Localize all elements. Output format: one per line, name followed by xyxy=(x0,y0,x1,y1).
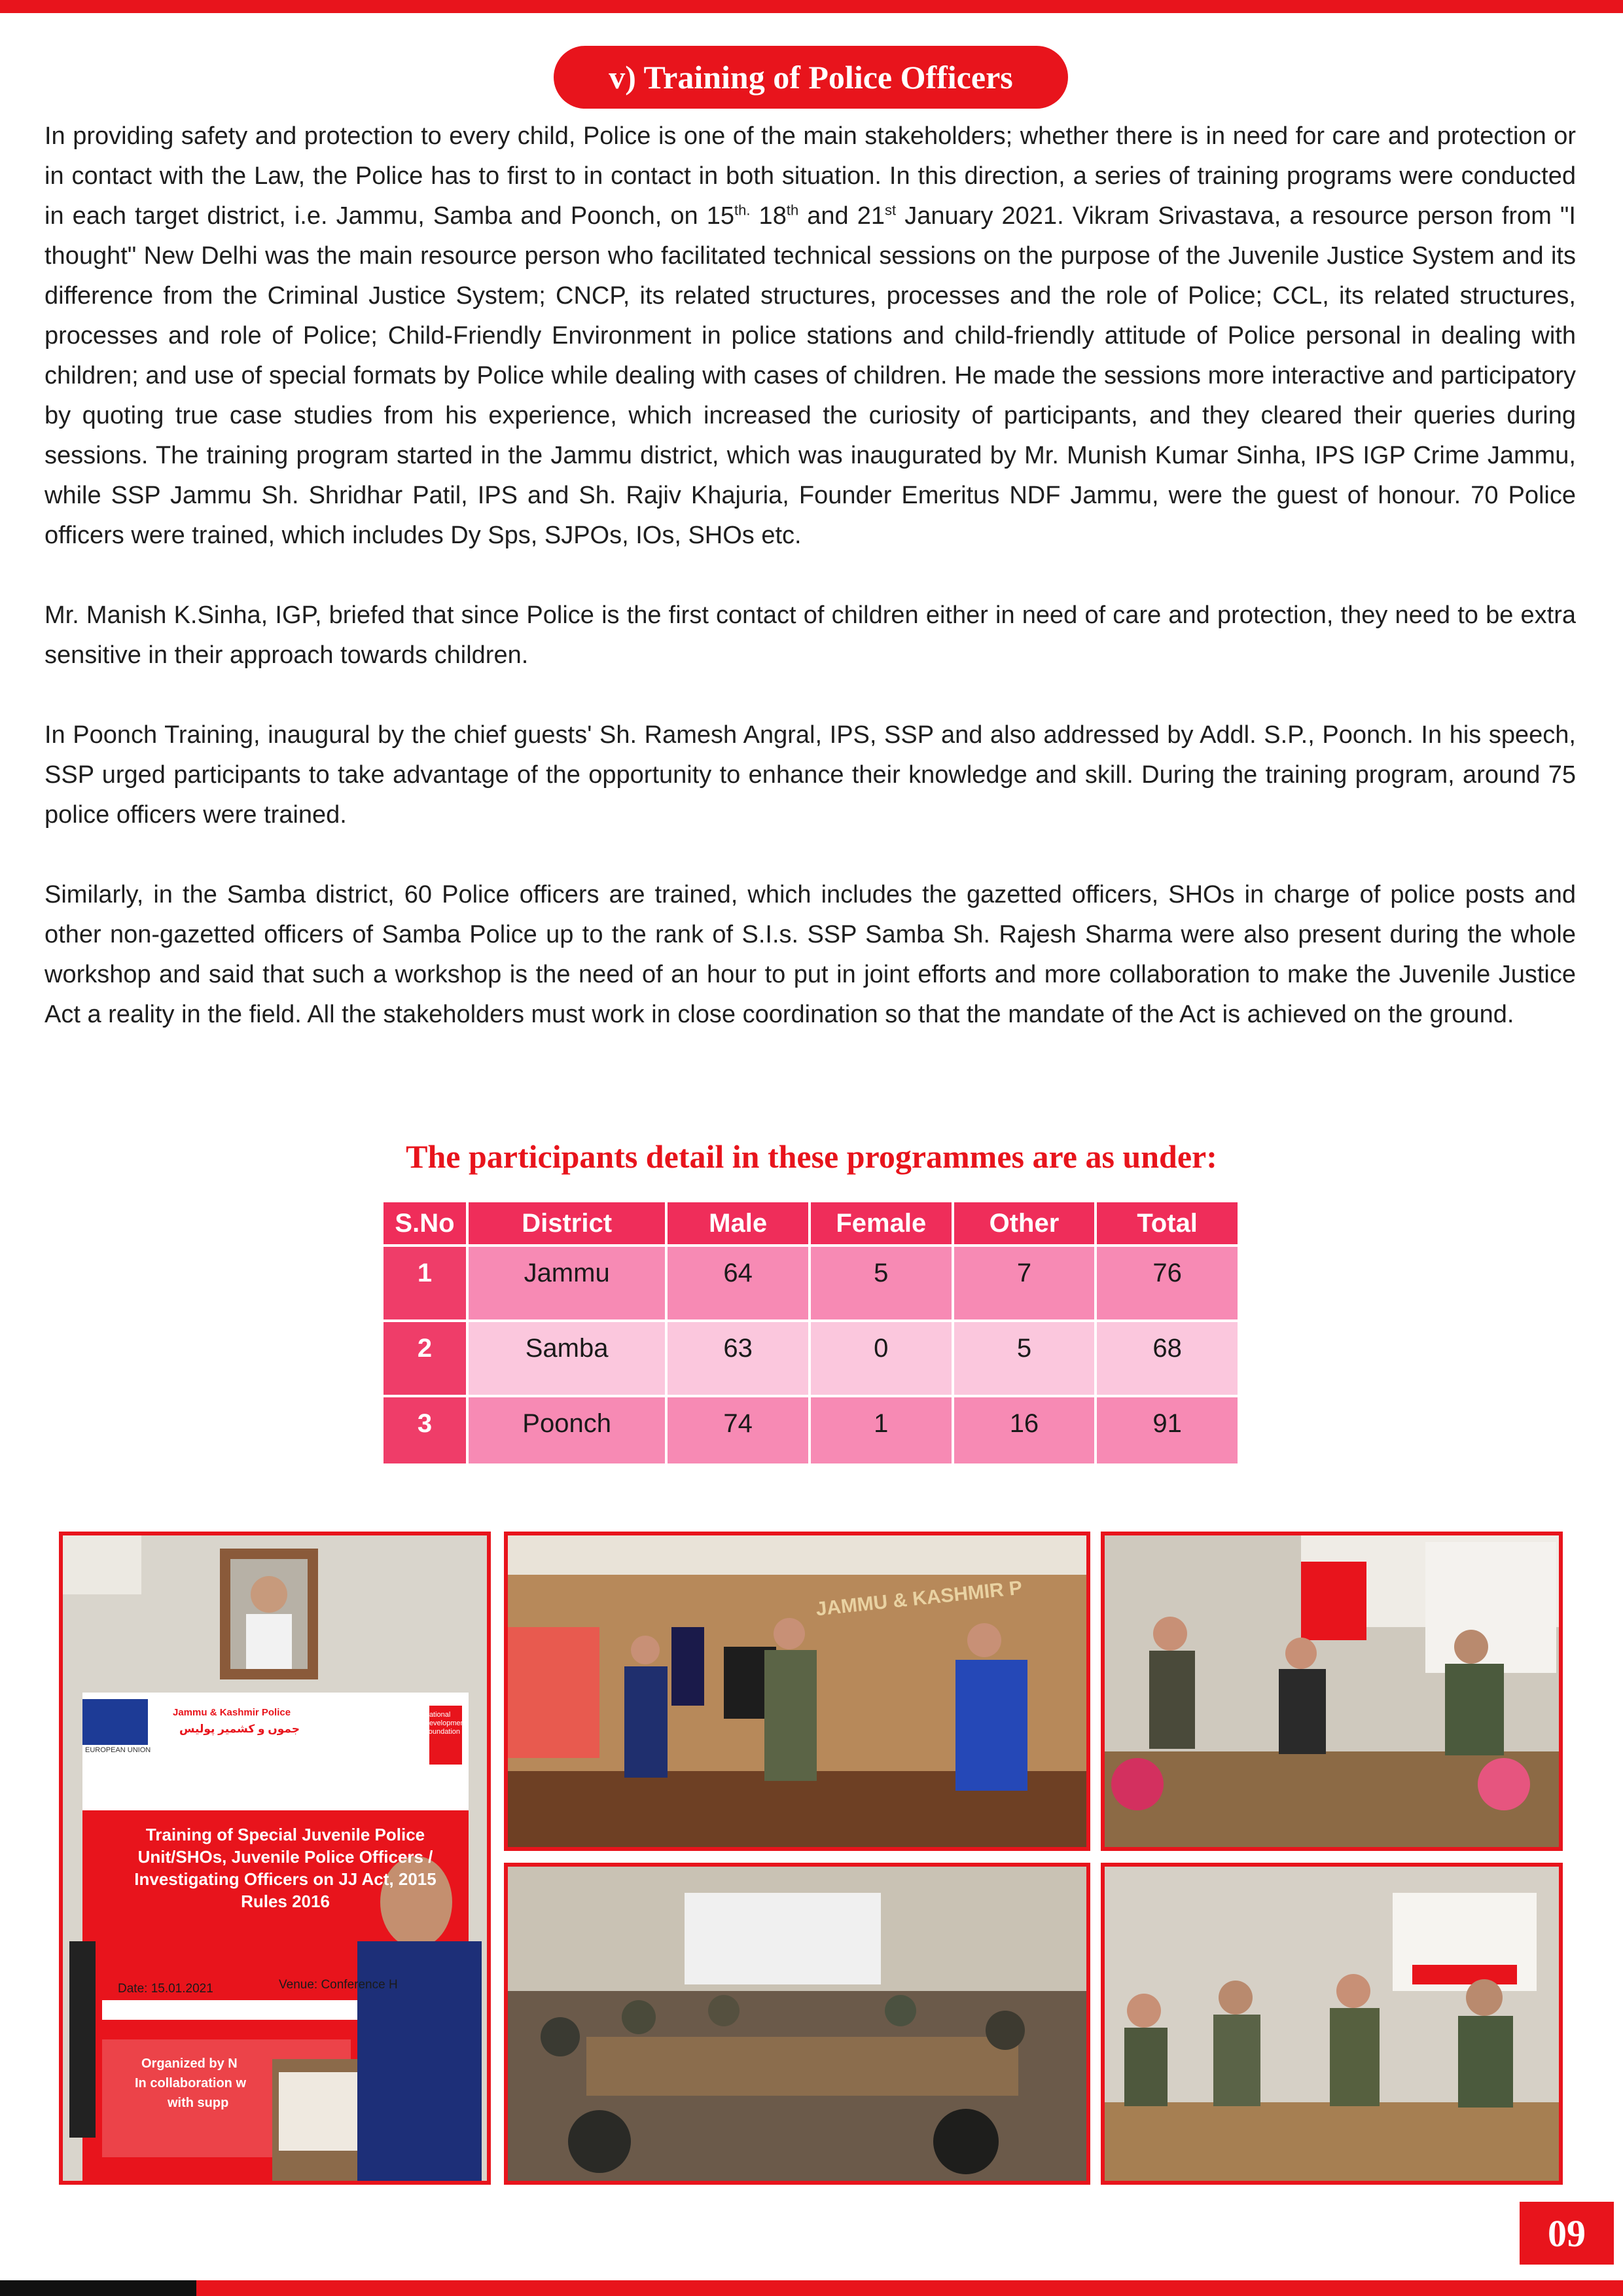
cell-total: 91 xyxy=(1097,1397,1238,1463)
paragraph-1 xyxy=(45,117,1576,556)
cell-district: Samba xyxy=(469,1322,665,1395)
cell-other: 5 xyxy=(954,1322,1095,1395)
paragraph-1-part-d: January 2021. Vikram Srivastava, a resource person from "I thought" New Delhi was the main resource person who facilitated technical sessions on the purpose of the Juvenile Justice System and its difference from the Criminal Justice System; CNCP, its related structures, processes and the role of Police; CCL, its related structures, processes and role of Police; Child-Friendly Environment in police stations and child-friendly attitude of Police personal in dealing with children; and use of special formats by Police while dealing with cases of children. He made the sessions more interactive and participatory by quoting true case studies from his experience, which increased the curiosity of participants, and they cleared their queries during sessions. The training program started in the Jammu district, which was inaugurated by Mr. Munish Kumar Sinha, IPS IGP Crime Jammu, while SSP Jammu Sh. Shridhar Patil, IPS and Sh. Rajiv Khajuria, Founder Emeritus NDF Jammu, were the guest of honour. 70 Police officers were trained, which includes Dy Sps, SJPOs, IOs, SHOs etc. xyxy=(45,202,1576,549)
photo-dais-officials xyxy=(1101,1532,1563,1851)
paragraph-3: In Poonch Training, inaugural by the chief guests' Sh. Ramesh Angral, IPS, SSP and also addressed by Addl. S.P., Poonch. In his speech, SSP urged participants to take advantage of the opportunity to enhance their knowledge and skill. During the training program, around 75 police officers were trained. xyxy=(45,721,1576,829)
paragraph-4: Similarly, in the Samba district, 60 Police officers are trained, which includes the gazetted officers, SHOs in charge of police posts and other non-gazetted officers of Samba Police up to the rank of S.I.s. SSP Samba Sh. Rajesh Sharma were also present during the whole workshop and said that such a workshop is the need of an hour to put in joint efforts and more collaboration to make the Juvenile Justice Act a reality in the field. All the stakeholders must work in close coordination so that the mandate of the Act is achieved on the ground. xyxy=(45,881,1576,1028)
table-row xyxy=(383,1322,1238,1395)
top-red-bar xyxy=(0,0,1623,13)
paragraph-1-part-a: In providing safety and protection to every child, Police is one of the main stakeholders; whether there is in need for care and protection or in contact with the Law, the Police has to first to in contact in both situation. In this direction, a series of training programs were conducted in each target district, i.e. Jammu, Samba and Poonch, on 15 xyxy=(45,122,1576,230)
superscript-th-2: th xyxy=(786,202,799,219)
dais-scene xyxy=(1105,1535,1559,1847)
wall-sign-text: JAMMU & KASHMIR P xyxy=(815,1577,1024,1621)
cell-female: 5 xyxy=(811,1247,952,1319)
banner-foundation: National Development Foundation xyxy=(424,1711,467,1736)
cell-district: Jammu xyxy=(469,1247,665,1319)
bottom-red-bar xyxy=(196,2280,1623,2296)
cell-male: 74 xyxy=(668,1397,808,1463)
paragraph-2: Mr. Manish K.Sinha, IGP, briefed that since Police is the first contact of children either in need of care and protection, they need to be extra sensitive in their approach towards children. xyxy=(45,601,1576,669)
paragraph-1-part-b: 18 xyxy=(750,202,787,230)
photo-oath-ceremony xyxy=(504,1532,1090,1851)
paragraph-1-part-c: and 21 xyxy=(798,202,885,230)
banner-venue: Venue: Conference H xyxy=(279,1978,398,1992)
bottom-black-bar xyxy=(0,2280,196,2296)
photo-speaker-banner xyxy=(59,1532,491,2185)
participants-table xyxy=(381,1200,1240,1466)
banner-date: Date: 15.01.2021 xyxy=(118,1982,213,1996)
header-district: District xyxy=(469,1202,665,1244)
cell-sno: 3 xyxy=(383,1397,466,1463)
header-male: Male xyxy=(668,1202,808,1244)
banner-eu-label: EUROPEAN UNION xyxy=(85,1746,151,1754)
photo-participants-hall xyxy=(504,1863,1090,2185)
banner-collaboration: In collaboration w xyxy=(135,2076,247,2090)
superscript-th-1: th. xyxy=(734,202,751,219)
cell-sno: 1 xyxy=(383,1247,466,1319)
banner-support: with supp xyxy=(168,2096,229,2110)
table-title: The participants detail in these programmes are as under: xyxy=(406,1138,1217,1175)
banner-org-urdu: جموں و کشمیر پولیس xyxy=(179,1723,300,1735)
cell-female: 1 xyxy=(811,1397,952,1463)
header-other: Other xyxy=(954,1202,1095,1244)
hall-scene xyxy=(508,1867,1086,2181)
cell-total: 76 xyxy=(1097,1247,1238,1319)
body-text xyxy=(45,117,1576,1035)
cell-male: 64 xyxy=(668,1247,808,1319)
cell-female: 0 xyxy=(811,1322,952,1395)
cell-district: Poonch xyxy=(469,1397,665,1463)
cell-male: 63 xyxy=(668,1322,808,1395)
header-total: Total xyxy=(1097,1202,1238,1244)
section-title: v) Training of Police Officers xyxy=(554,46,1068,109)
cell-other: 16 xyxy=(954,1397,1095,1463)
banner-organized-by: Organized by N xyxy=(141,2056,238,2071)
cell-total: 68 xyxy=(1097,1322,1238,1395)
cell-other: 7 xyxy=(954,1247,1095,1319)
banner-training-title: Training of Special Juvenile Police Unit/SHOs, Juvenile Police Officers / Investigating Officers on JJ Act, 2015 Rules 2016 xyxy=(134,1825,437,1911)
seated-scene xyxy=(1105,1867,1559,2181)
table-row xyxy=(383,1397,1238,1463)
cell-sno: 2 xyxy=(383,1322,466,1395)
page-number: 09 xyxy=(1520,2202,1614,2265)
header-sno: S.No xyxy=(383,1202,466,1244)
superscript-st: st xyxy=(885,202,897,219)
table-row xyxy=(383,1247,1238,1319)
banner-org-name: Jammu & Kashmir Police xyxy=(173,1707,291,1718)
table-header-row xyxy=(383,1202,1238,1244)
photo-officers-seated xyxy=(1101,1863,1563,2185)
header-female: Female xyxy=(811,1202,952,1244)
